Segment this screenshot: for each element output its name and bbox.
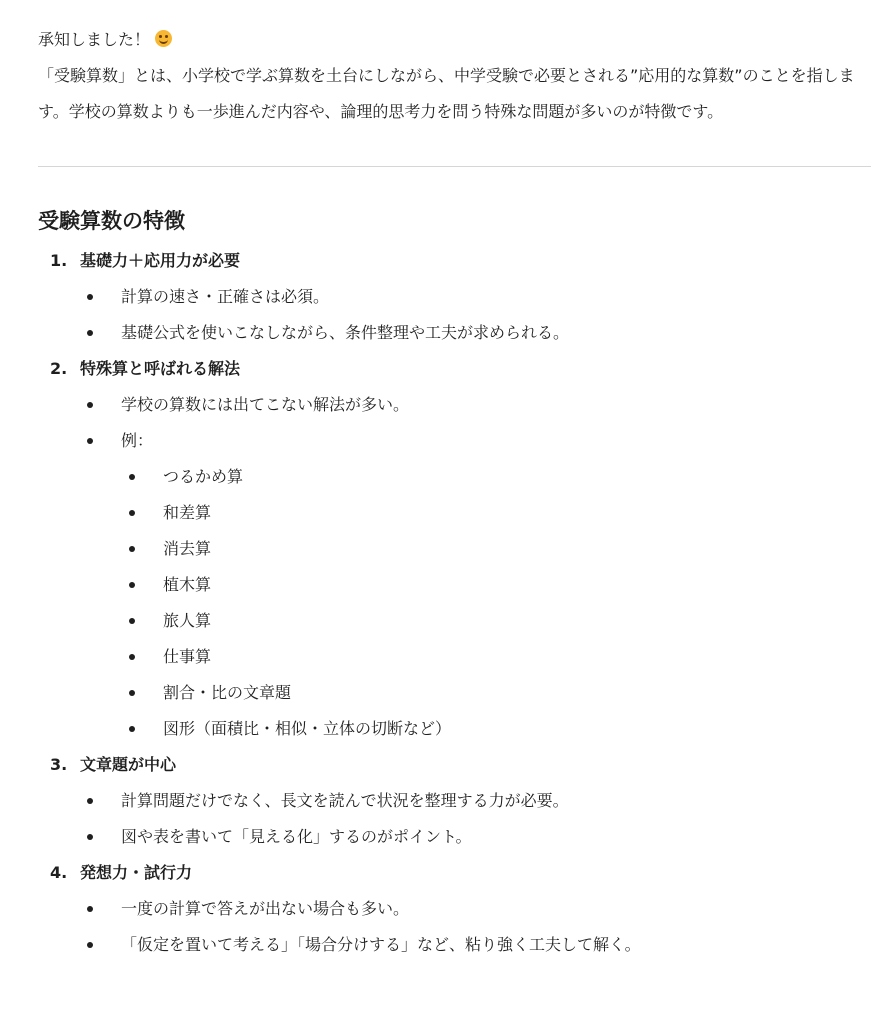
feature-title xyxy=(38,855,859,891)
bullet-item xyxy=(38,783,859,819)
feature-title-text: 基礎力＋応用力が必要 xyxy=(80,251,241,270)
bullet-item xyxy=(38,423,859,747)
bullet-dot-icon xyxy=(129,582,135,588)
bullet-dot-icon xyxy=(87,438,93,444)
greeting-text: 承知しました！ xyxy=(38,30,151,49)
example-text: つるかめ算 xyxy=(163,467,244,486)
feature-title xyxy=(38,747,859,783)
bullet-item xyxy=(38,315,859,351)
bullet-dot-icon xyxy=(129,690,135,696)
bullet-dot-icon xyxy=(87,798,93,804)
example-item xyxy=(38,531,859,567)
bullet-item xyxy=(38,927,859,963)
example-text: 旅人算 xyxy=(163,611,212,630)
example-item xyxy=(38,603,859,639)
example-item xyxy=(38,675,859,711)
feature-number: 1. xyxy=(50,251,68,270)
bullet-text: 一度の計算で答えが出ない場合も多い。 xyxy=(121,899,410,918)
feature-item xyxy=(38,747,859,855)
bullet-dot-icon xyxy=(129,654,135,660)
feature-item xyxy=(38,243,859,351)
bullet-dot-icon xyxy=(87,402,93,408)
bullet-dot-icon xyxy=(129,510,135,516)
feature-item xyxy=(38,855,859,963)
feature-list xyxy=(38,243,859,963)
feature-number: 2. xyxy=(50,359,68,378)
bullet-text: 計算の速さ・正確さは必須。 xyxy=(121,287,330,306)
bullet-dot-icon xyxy=(87,942,93,948)
bullet-list xyxy=(38,387,859,747)
example-item xyxy=(38,711,859,747)
bullet-item xyxy=(38,819,859,855)
intro xyxy=(38,0,859,130)
feature-number: 3. xyxy=(50,755,68,774)
bullet-dot-icon xyxy=(129,618,135,624)
bullet-list xyxy=(38,783,859,855)
bullet-list xyxy=(38,279,859,351)
feature-title-text: 特殊算と呼ばれる解法 xyxy=(80,359,241,378)
example-item xyxy=(38,567,859,603)
intro-greeting xyxy=(38,22,859,58)
feature-number: 4. xyxy=(50,863,68,882)
divider xyxy=(38,166,871,167)
bullet-text: 例： xyxy=(121,431,154,450)
feature-title-text: 文章題が中心 xyxy=(80,755,177,774)
bullet-item xyxy=(38,279,859,315)
bullet-dot-icon xyxy=(87,906,93,912)
bullet-item xyxy=(38,387,859,423)
bullet-text: 基礎公式を使いこなしながら、条件整理や工夫が求められる。 xyxy=(121,323,570,342)
example-item xyxy=(38,495,859,531)
bullet-item xyxy=(38,891,859,927)
section-heading: 受験算数の特徴 xyxy=(38,209,185,233)
example-text: 仕事算 xyxy=(163,647,212,666)
bullet-text: 計算問題だけでなく、長文を読んで状況を整理する力が必要。 xyxy=(121,791,569,810)
bullet-dot-icon xyxy=(87,330,93,336)
bullet-dot-icon xyxy=(87,294,93,300)
example-text: 割合・比の文章題 xyxy=(163,683,292,702)
smiling-face-icon xyxy=(155,30,172,47)
feature-title-text: 発想力・試行力 xyxy=(80,863,193,882)
example-item xyxy=(38,459,859,495)
bullet-dot-icon xyxy=(129,474,135,480)
bullet-text: 学校の算数には出てこない解法が多い。 xyxy=(121,395,410,414)
feature-title xyxy=(38,351,859,387)
bullet-text: 「仮定を置いて考える」「場合分けする」など、粘り強く工夫して解く。 xyxy=(121,935,641,954)
intro-paragraph: 「受験算数」とは、小学校で学ぶ算数を土台にしながら、中学受験で必要とされる”応用的な算数”のことを指します。学校の算数よりも一歩進んだ内容や、論理的思考力を問う特殊な問題が多いのが特徴です。 xyxy=(38,66,855,121)
feature-title xyxy=(38,243,859,279)
bullet-dot-icon xyxy=(87,834,93,840)
bullet-dot-icon xyxy=(129,546,135,552)
example-text: 消去算 xyxy=(163,539,212,558)
bullet-dot-icon xyxy=(129,726,135,732)
example-item xyxy=(38,639,859,675)
bullet-text: 図や表を書いて「見える化」するのがポイント。 xyxy=(121,827,472,846)
feature-item xyxy=(38,351,859,747)
bullet-list xyxy=(38,891,859,963)
example-text: 植木算 xyxy=(163,575,212,594)
example-list xyxy=(38,459,859,747)
example-text: 和差算 xyxy=(163,503,212,522)
example-text: 図形（面積比・相似・立体の切断など） xyxy=(163,719,452,738)
